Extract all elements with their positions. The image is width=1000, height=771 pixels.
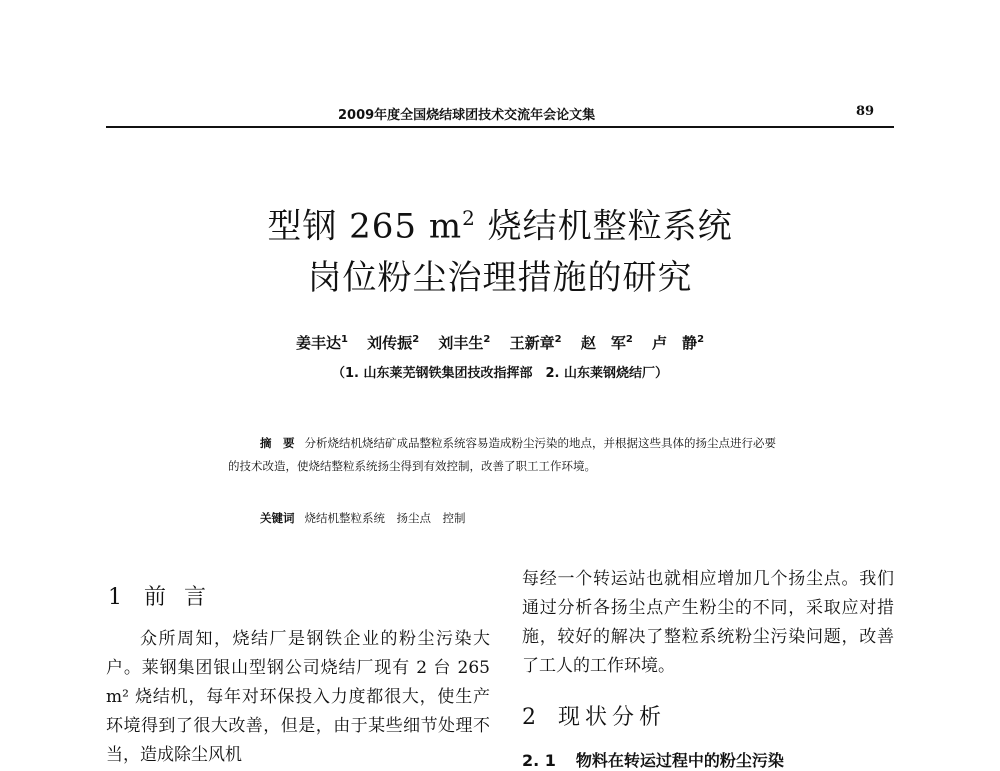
author: 刘传振$^2$	[367, 334, 420, 352]
paper-title	[0, 192, 1000, 304]
subsection-2-1-number: 2. 1	[522, 751, 556, 770]
author: 卢 静$^2$	[652, 334, 705, 352]
running-header-title: 2009年度全国烧结球团技术交流年会论文集	[338, 108, 596, 123]
abstract-label: 摘 要	[260, 436, 295, 450]
section-2-heading	[522, 700, 666, 731]
section-1-number: 1	[108, 585, 122, 610]
right-column-paragraph: 每经一个转运站也就相应增加几个扬尘点。我们通过分析各扬尘点产生粉尘的不同，采取应对措施，较好的解决了整粒系统粉尘污染问题，改善了工人的工作环境。	[522, 569, 894, 676]
section-1-paragraph: 众所周知，烧结厂是钢铁企业的粉尘污染大户。莱钢集团银山型钢公司烧结厂现有 2 台 265 m² 烧结机，每年对环保投入力度都很大，使生产环境得到了很大改善，但是，由于某些细节处理不当，造成除尘风机	[106, 629, 490, 765]
abstract	[228, 432, 784, 478]
title-superscript: 2	[462, 206, 476, 230]
section-1-heading	[108, 580, 224, 611]
header-rule	[106, 126, 894, 128]
keywords	[260, 510, 466, 526]
author: 王新章$^2$	[509, 334, 562, 352]
section-1-title: 前言	[144, 585, 225, 610]
author-list	[0, 332, 1000, 353]
section-2-title: 现状分析	[558, 705, 667, 730]
section-2-number: 2	[522, 705, 536, 730]
subsection-2-1-title: 物料在转运过程中的粉尘污染	[575, 751, 784, 770]
page-number: 89	[856, 104, 875, 119]
title-line-1-suffix: 烧结机整粒系统	[475, 206, 733, 247]
title-line-2: 岗位粉尘治理措施的研究	[307, 258, 693, 299]
abstract-text: 分析烧结机烧结矿成品整粒系统容易造成粉尘污染的地点，并根据这些具体的扬尘点进行必要的技术改造，使烧结整粒系统扬尘得到有效控制，改善了职工工作环境。	[228, 436, 776, 473]
title-line-1-prefix: 型钢 265 m	[267, 206, 463, 247]
author: 刘丰生$^2$	[438, 334, 491, 352]
author: 赵 军$^2$	[580, 334, 633, 352]
title-line-1	[0, 192, 1000, 252]
affiliations: （1. 山东莱芜钢铁集团技改指挥部 2. 山东莱钢烧结厂）	[331, 366, 669, 381]
author: 姜丰达$^1$	[295, 334, 348, 352]
keywords-text: 烧结机整粒系统 扬尘点 控制	[304, 511, 466, 525]
keywords-label: 关键词	[260, 511, 295, 525]
